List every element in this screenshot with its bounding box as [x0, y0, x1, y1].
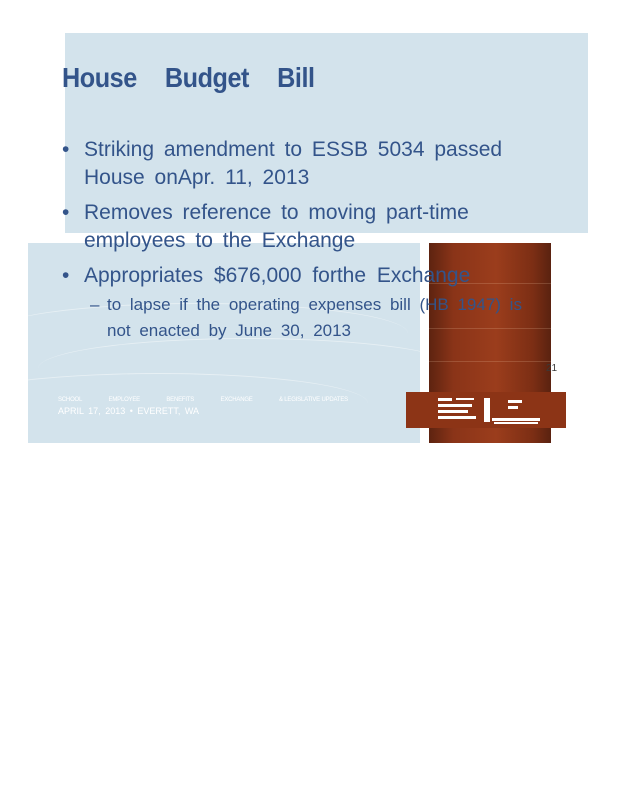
bullet-item: [62, 136, 542, 192]
bullet-item: [62, 199, 542, 255]
bullet-marker: •: [62, 201, 70, 224]
bullet-marker: •: [62, 264, 70, 287]
sub-bullet-text: to lapse if the operating expenses bill (HB 1947) is not enacted by June 30, 2013: [107, 295, 522, 340]
bullet-text: Striking amendment to ESSB 5034 passed House onApr. 11, 2013: [84, 138, 503, 189]
slide-title: House Budget Bill: [62, 62, 315, 93]
footer-categories: [58, 397, 348, 403]
sub-bullet-marker: –: [90, 295, 100, 314]
footer-date-line: APRIL 17, 2013 • EVERETT, WA: [58, 406, 200, 416]
bullet-text: Appropriates $676,000 forthe Exchange: [84, 264, 471, 287]
footer-category: EXCHANGE: [220, 397, 253, 403]
bullet-list: [62, 136, 542, 344]
bullet-marker: •: [62, 138, 70, 161]
bullet-text: Removes reference to moving part-time employees to the Exchange: [84, 201, 469, 252]
page-number: 21: [546, 363, 558, 374]
bullet-item: [62, 262, 542, 290]
footer-category: & LEGISLATIVE UPDATES: [279, 397, 348, 403]
footer-category: BENEFITS: [166, 397, 195, 403]
footer-category: SCHOOL: [58, 397, 83, 403]
footer-category: EMPLOYEE: [108, 397, 140, 403]
building-sign-lettering: [436, 396, 542, 424]
sub-bullet-item: [62, 292, 552, 344]
